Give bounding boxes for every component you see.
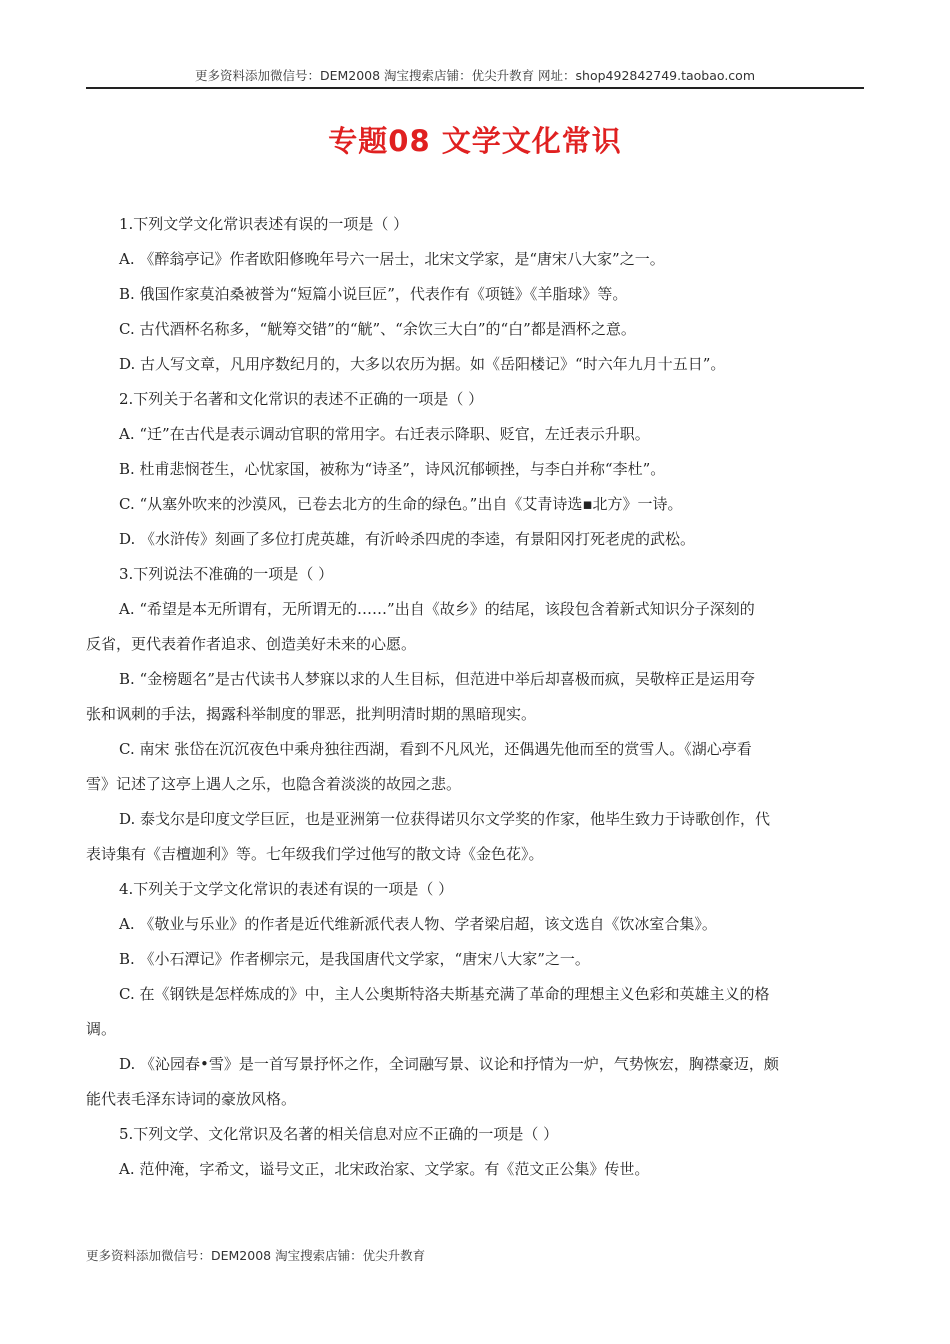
text-line: 雪》记述了这亭上遇人之乐，也隐含着淡淡的故园之悲。 [86, 775, 462, 793]
text-line: B. 杜甫悲悯苍生，心忧家国，被称为“诗圣”，诗风沉郁顿挫，与李白并称“李杜”。 [119, 460, 666, 478]
text-line: C. 南宋 张岱在沉沉夜色中乘舟独往西湖，看到不凡风光，还偶遇先他而至的赏雪人。《湖心亭看 [119, 740, 752, 758]
text-line: A. 《敬业与乐业》的作者是近代维新派代表人物、学者梁启超，该文选自《饮冰室合集》。 [119, 915, 717, 933]
text-line: 表诗集有《吉檀迦利》等。七年级我们学过他写的散文诗《金色花》。 [86, 845, 544, 863]
text-line: C. 在《钢铁是怎样炼成的》中，主人公奥斯特洛夫斯基充满了革命的理想主义色彩和英雄主义的格 [119, 985, 770, 1003]
text-line: D. 《沁园春•雪》是一首写景抒怀之作，全词融写景、议论和抒情为一炉，气势恢宏，胸襟豪迈，颇 [119, 1055, 779, 1073]
text-line: A. 范仲淹，字希文，谥号文正，北宋政治家、文学家。有《范文正公集》传世。 [119, 1160, 650, 1178]
page-header-text: 更多资料添加微信号：DEM2008 淘宝搜索店铺：优尖升教育 网址：shop492842749.taobao.com [194, 68, 756, 83]
text-line: B. 《小石潭记》作者柳宗元，是我国唐代文学家，“唐宋八大家”之一。 [119, 950, 590, 968]
text-line: 2.下列关于名著和文化常识的表述不正确的一项是（ ） [119, 390, 484, 408]
text-line: B. 俄国作家莫泊桑被誉为“短篇小说巨匠”，代表作有《项链》《羊脂球》等。 [119, 285, 628, 303]
text-line: 反省，更代表着作者追求、创造美好未来的心愿。 [86, 635, 417, 653]
text-line: A. “希望是本无所谓有，无所谓无的……”出自《故乡》的结尾，该段包含着新式知识分子深刻的 [119, 600, 755, 618]
text-line: C. “从塞外吹来的沙漠风，已卷去北方的生命的绿色。”出自《艾青诗选▪北方》一诗。 [119, 495, 683, 513]
header-divider [86, 87, 864, 89]
text-line: 5.下列文学、文化常识及名著的相关信息对应不正确的一项是（ ） [119, 1125, 559, 1143]
text-line: C. 古代酒杯名称多，“觥筹交错”的“觥”、“余饮三大白”的“白”都是酒杯之意。 [119, 320, 636, 338]
text-line: 3.下列说法不准确的一项是（ ） [119, 565, 334, 583]
text-line: A. “迁”在古代是表示调动官职的常用字。右迁表示降职、贬官，左迁表示升职。 [119, 425, 650, 443]
page-footer-text: 更多资料添加微信号：DEM2008 淘宝搜索店铺：优尖升教育 [86, 1248, 426, 1263]
text-line: 4.下列关于文学文化常识的表述有误的一项是（ ） [119, 880, 454, 898]
page-title: 专题08 文学文化常识 [328, 124, 622, 158]
text-line: D. 古人写文章，凡用序数纪月的，大多以农历为据。如《岳阳楼记》“时六年九月十五日”。 [119, 355, 726, 373]
text-line: 张和讽刺的手法，揭露科举制度的罪恶，批判明清时期的黑暗现实。 [86, 705, 537, 723]
text-line: A. 《醉翁亭记》作者欧阳修晚年号六一居士，北宋文学家，是“唐宋八大家”之一。 [119, 250, 665, 268]
text-line: D. 《水浒传》刻画了多位打虎英雄，有沂岭杀四虎的李逵，有景阳冈打死老虎的武松。 [119, 530, 696, 548]
text-line: D. 泰戈尔是印度文学巨匠，也是亚洲第一位获得诺贝尔文学奖的作家，他毕生致力于诗歌创作，代 [119, 810, 771, 828]
text-line: 能代表毛泽东诗词的豪放风格。 [86, 1090, 297, 1108]
text-line: 1.下列文学文化常识表述有误的一项是（ ） [119, 215, 409, 233]
text-line: 调。 [86, 1020, 117, 1038]
text-line: B. “金榜题名”是古代读书人梦寐以求的人生目标，但范进中举后却喜极而疯，吴敬梓正是运用夸 [119, 670, 755, 688]
document-body [86, 207, 860, 1187]
